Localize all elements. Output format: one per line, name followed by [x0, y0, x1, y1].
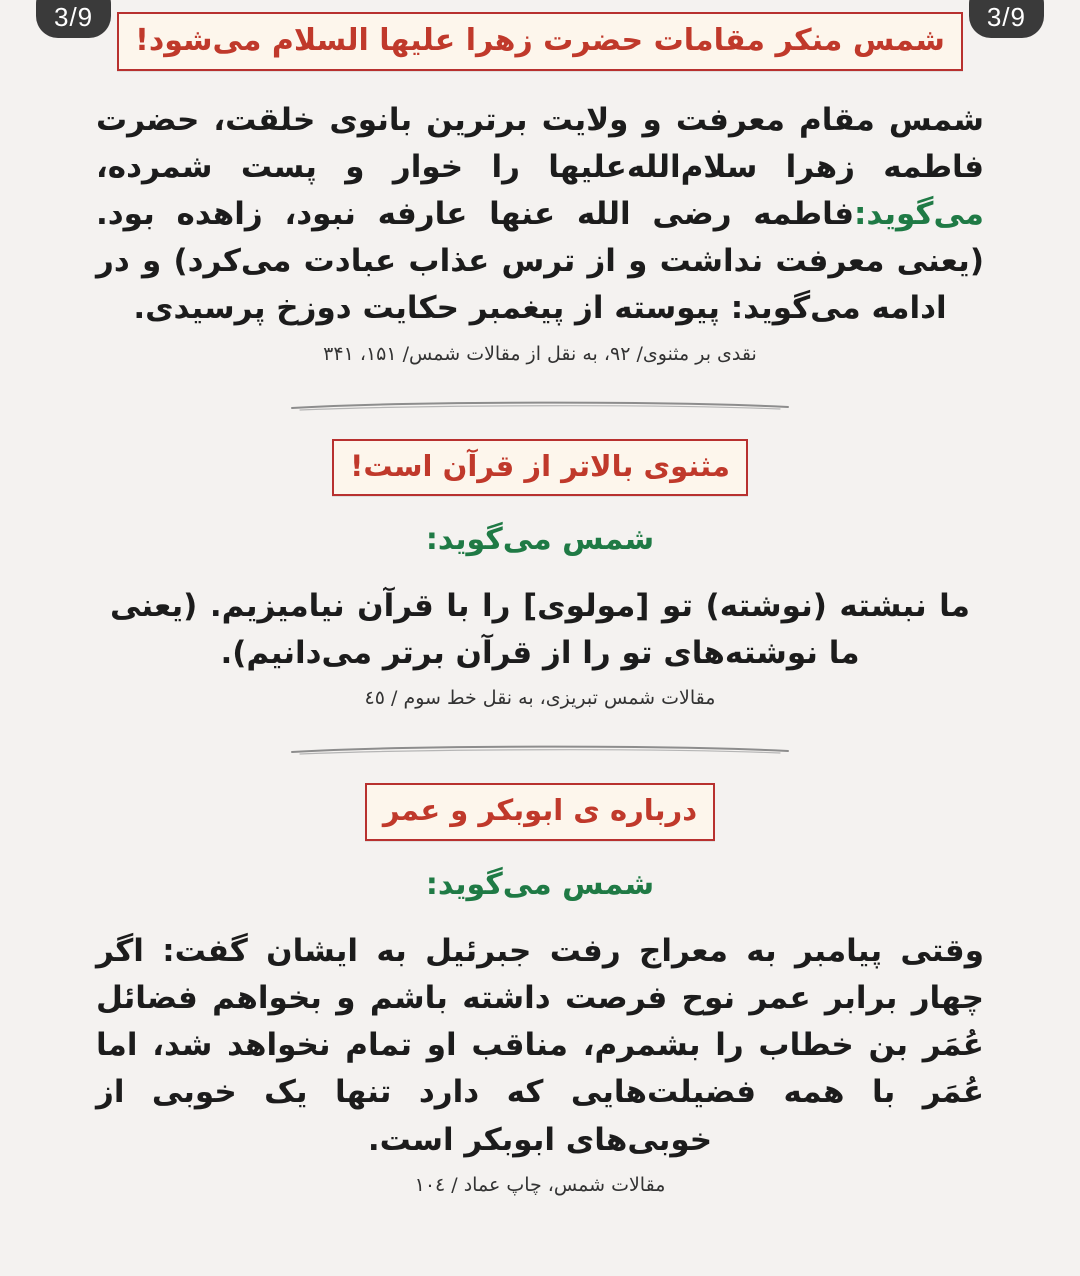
section-3-speaker: شمس می‌گوید:	[425, 867, 655, 903]
slide-counter-left: 3/9	[36, 0, 111, 38]
section-2-heading-wrap	[0, 439, 1080, 497]
section-2-source: مقالات شمس تبریزی، به نقل خط سوم / ٤٥	[364, 687, 716, 710]
section-1-heading: شمس منکر مقامات حضرت زهرا علیها السلام می‌شود!	[117, 12, 963, 71]
section-1-heading-wrap	[0, 0, 1080, 71]
section-1-text-part-2: فاطمه رضی الله عنها عارفه نبود، زاهده بود. (یعنی معرفت نداشت و از ترس عذاب عبادت می‌کرد) و در ادامه می‌گوید: پیوسته از پیغمبر حکایت دوزخ پرسیدی.	[96, 196, 984, 327]
section-1-paragraph-1	[96, 97, 984, 333]
section-1-inline-speaker: می‌گوید:	[854, 196, 984, 233]
section-3-source: مقالات شمس، چاپ عماد / ۱۰٤	[414, 1173, 666, 1196]
slide-counter-right: 3/9	[969, 0, 1044, 38]
section-3-heading-wrap	[0, 783, 1080, 841]
divider-2	[0, 743, 1080, 757]
section-3-paragraph: وقتی پیامبر به معراج رفت جبرئیل به ایشان گفت: اگر چهار برابر عمر نوح فرصت داشته باشم و بخواهم فضائل عُمَر بن خطاب را بشمرم، مناقب او تمام نخواهد شد، اما عُمَر با همه فضیلت‌هایی که دارد تنها یک خوبی از خوبی‌های ابوبکر است.	[96, 933, 984, 1158]
section-2-heading: مثنوی بالاتر از قرآن است!	[332, 439, 748, 497]
section-2-paragraph: ما نبشته (نوشته) تو [مولوی] را با قرآن نیامیزیم. (یعنی ما نوشته‌های تو را از قرآن برتر می‌دانیم).	[110, 588, 970, 672]
section-3-heading: درباره ی ابوبکر و عمر	[365, 783, 715, 841]
section-2-speaker: شمس می‌گوید:	[425, 522, 655, 558]
divider-1	[0, 399, 1080, 413]
section-1-text-part-1: شمس مقام معرفت و ولایت برترین بانوی خلقت، حضرت فاطمه زهرا سلام‌الله‌علیها را خوار و پست شمرده،	[96, 102, 984, 186]
section-1-source: نقدی بر مثنوی/ ۹۲، به نقل از مقالات شمس/ ۱۵۱، ۳۴۱	[323, 342, 757, 365]
